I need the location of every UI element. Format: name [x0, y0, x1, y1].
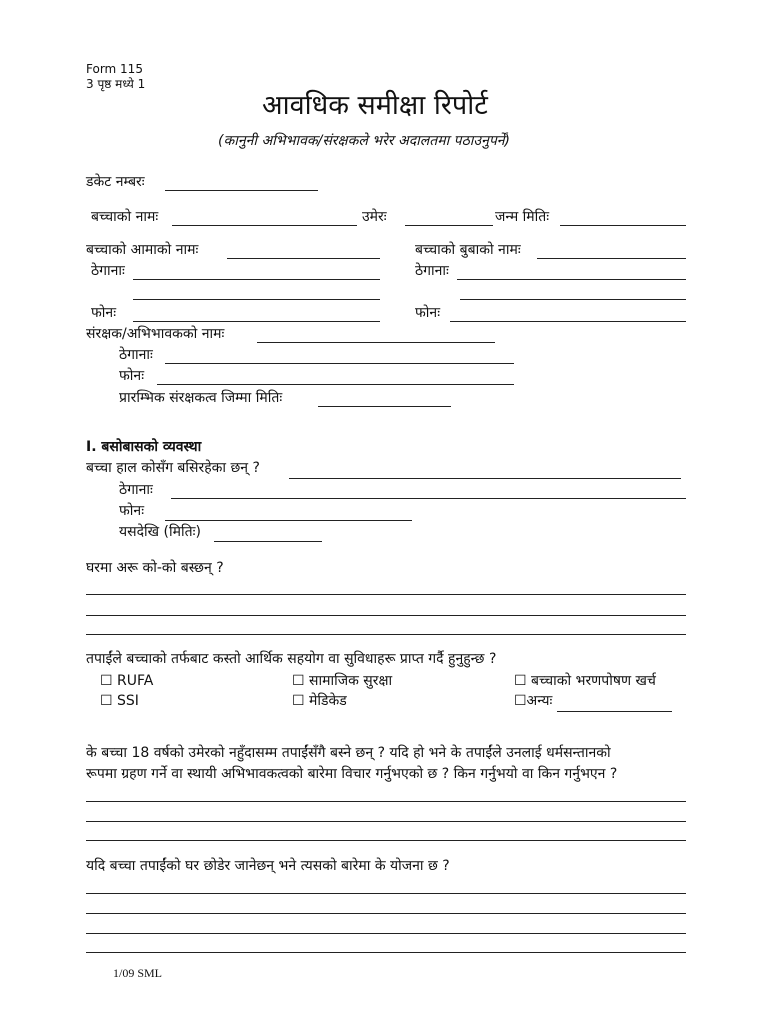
page-subtitle: (कानुनी अभिभावक/संरक्षकले भरेर अदालतमा पठाउनुपर्ने) — [218, 133, 511, 149]
guardian-address-field[interactable] — [165, 363, 514, 364]
mother-name-label: बच्चाको आमाको नामः — [86, 242, 199, 258]
since-date-field[interactable] — [214, 541, 322, 542]
father-name-field[interactable] — [537, 258, 686, 259]
mother-address-label: ठेगानाः — [91, 263, 125, 279]
leaving-plan-question: यदि बच्चा तपाईंको घर छोडेर जानेछन् भने त्यसको बारेमा के योजना छ ? — [86, 858, 450, 874]
father-phone-field[interactable] — [450, 321, 686, 322]
checkbox-ssi[interactable]: ☐ SSI — [100, 693, 139, 709]
answer-line[interactable] — [86, 840, 686, 841]
living-with-label: बच्चा हाल कोसँग बसिरहेका छन् ? — [86, 460, 260, 476]
father-address-label: ठेगानाः — [415, 263, 449, 279]
mother-name-field[interactable] — [227, 258, 380, 259]
adoption-question-line2: रूपमा ग्रहण गर्ने वा स्थायी अभिभावकत्वको बारेमा विचार गर्नुभएको छ ? किन गर्नुभयो वा किन गर्नुभएन ? — [86, 766, 618, 782]
child-name-field[interactable] — [172, 225, 357, 226]
living-with-field[interactable] — [289, 478, 681, 479]
docket-label: डकेट नम्बरः — [86, 174, 145, 190]
mother-address-line2[interactable] — [133, 299, 380, 300]
answer-line[interactable] — [86, 634, 686, 635]
mother-phone-field[interactable] — [133, 321, 380, 322]
guardian-address-label: ठेगानाः — [119, 347, 153, 363]
answer-line[interactable] — [86, 893, 686, 894]
answer-line[interactable] — [86, 933, 686, 934]
dob-field[interactable] — [560, 225, 686, 226]
page-title: आवधिक समीक्षा रिपोर्ट — [262, 90, 488, 121]
mother-address-field[interactable] — [133, 279, 380, 280]
answer-line[interactable] — [86, 821, 686, 822]
page-indicator: 3 पृष्ठ मध्ये 1 — [86, 77, 146, 91]
father-name-label: बच्चाको बुबाको नामः — [415, 242, 521, 258]
dob-label: जन्म मितिः — [495, 209, 550, 225]
age-label: उमेरः — [362, 209, 387, 225]
checkbox-other[interactable]: ☐अन्यः — [514, 693, 553, 709]
answer-line[interactable] — [86, 913, 686, 914]
footer-code: 1/09 SML — [113, 966, 163, 980]
living-phone-label: फोनः — [119, 503, 145, 519]
other-support-field[interactable] — [557, 711, 672, 712]
section-heading-living: I. बसोबासको व्यवस्था — [86, 439, 202, 455]
living-address-label: ठेगानाः — [119, 482, 153, 498]
checkbox-medicaid[interactable]: ☐ मेडिकेड — [292, 693, 347, 709]
mother-phone-label: फोनः — [91, 305, 117, 321]
support-question: तपाईंले बच्चाको तर्फबाट कस्तो आर्थिक सहयोग वा सुविधाहरू प्राप्त गर्दै हुनुहुन्छ ? — [86, 651, 497, 667]
guardian-name-field[interactable] — [257, 342, 495, 343]
guardian-name-label: संरक्षक/अभिभावकको नामः — [86, 326, 225, 342]
father-phone-label: फोनः — [415, 305, 441, 321]
since-date-label: यसदेखि (मितिः) — [119, 524, 201, 540]
answer-line[interactable] — [86, 952, 686, 953]
age-field[interactable] — [405, 225, 493, 226]
custody-date-label: प्रारम्भिक संरक्षकत्व जिम्मा मितिः — [119, 390, 283, 406]
guardian-phone-label: फोनः — [119, 368, 145, 384]
father-address-line2[interactable] — [460, 299, 686, 300]
answer-line[interactable] — [86, 615, 686, 616]
father-address-field[interactable] — [457, 279, 686, 280]
others-question: घरमा अरू को-को बस्छन् ? — [86, 560, 224, 576]
checkbox-child-support[interactable]: ☐ बच्चाको भरणपोषण खर्च — [514, 673, 656, 689]
checkbox-social-security[interactable]: ☐ सामाजिक सुरक्षा — [292, 673, 393, 689]
checkbox-rufa[interactable]: ☐ RUFA — [100, 673, 154, 689]
living-address-field[interactable] — [171, 498, 686, 499]
living-phone-field[interactable] — [165, 520, 412, 521]
guardian-phone-field[interactable] — [157, 384, 514, 385]
child-name-label: बच्चाको नामः — [91, 209, 159, 225]
form-number: Form 115 — [86, 62, 143, 76]
custody-date-field[interactable] — [318, 406, 451, 407]
adoption-question-line1: के बच्चा 18 वर्षको उमेरको नहुँदासम्म तपाईंसँगै बस्ने छन् ? यदि हो भने के तपाईंले उनलाई धर्मसन्तानको — [86, 745, 611, 761]
answer-line[interactable] — [86, 801, 686, 802]
docket-field[interactable] — [165, 190, 318, 191]
answer-line[interactable] — [86, 594, 686, 595]
